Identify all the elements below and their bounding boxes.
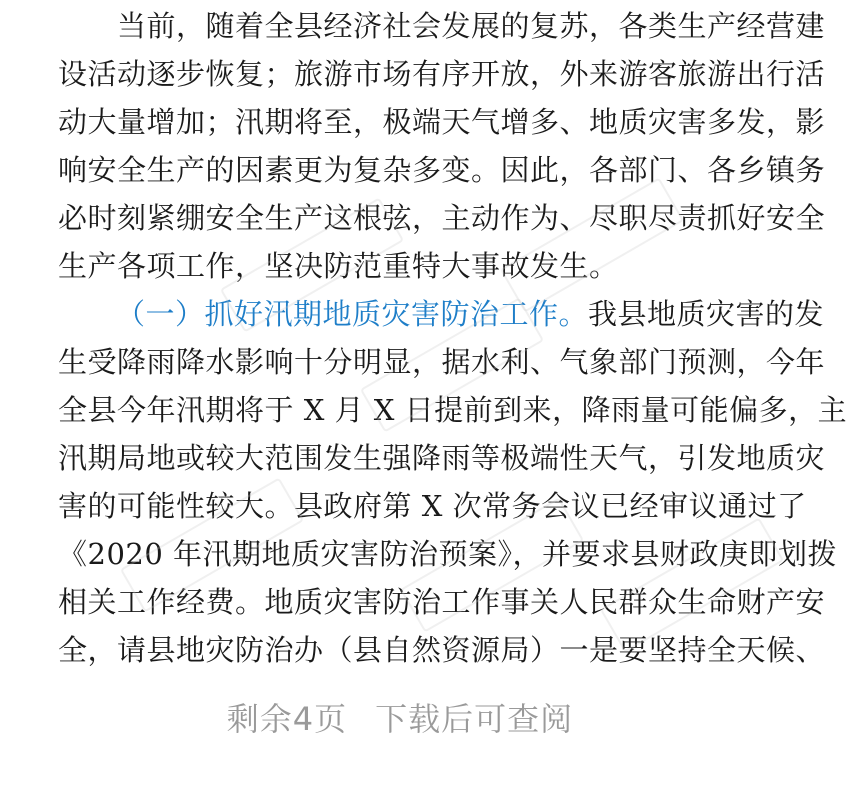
paragraph-line: 汛期局地或较大范围发生强降雨等极端性天气，引发地质灾 <box>58 441 826 475</box>
remaining-pages-label: 剩余4页 <box>226 700 348 738</box>
section-heading-continuation: 我县地质灾害的发 <box>588 297 825 331</box>
paragraph-line: 响安全生产的因素更为复杂多变。因此，各部门、各乡镇务 <box>58 153 826 187</box>
paragraph-line: 必时刻紧绷安全生产这根弦，主动作为、尽职尽责抓好安全 <box>58 201 826 235</box>
paragraph-line: 相关工作经费。地质灾害防治工作事关人民群众生命财产安 <box>58 585 826 619</box>
download-hint-label: 下载后可查阅 <box>375 700 574 738</box>
paragraph-line: 当前，随着全县经济社会发展的复苏，各类生产经营建 <box>58 9 826 43</box>
paragraph-line: 《2020 年汛期地质灾害防治预案》，并要求县财政庚即划拨 <box>58 537 838 571</box>
download-prompt[interactable] <box>0 694 800 744</box>
paragraph-line: 害的可能性较大。县政府第 X 次常务会议已经审议通过了 <box>58 489 807 523</box>
paragraph-line: 生受降雨降水影响十分明显，据水利、气象部门预测，今年 <box>58 345 826 379</box>
paragraph-line: 设活动逐步恢复；旅游市场有序开放，外来游客旅游出行活 <box>58 57 826 91</box>
paragraph-line: 全县今年汛期将于 X 月 X 日提前到来，降雨量可能偏多，主 <box>58 393 847 427</box>
paragraph-line: 动大量增加；汛期将至，极端天气增多、地质灾害多发，影 <box>58 105 826 139</box>
paragraph-line: 全，请县地灾防治办（县自然资源局）一是要坚持全天候、 <box>58 633 826 667</box>
paragraph-line: 生产各项工作，坚决防范重特大事故发生。 <box>58 249 619 283</box>
section-heading: （一）抓好汛期地质灾害防治工作。 <box>116 297 589 331</box>
section-heading-line <box>58 290 825 338</box>
